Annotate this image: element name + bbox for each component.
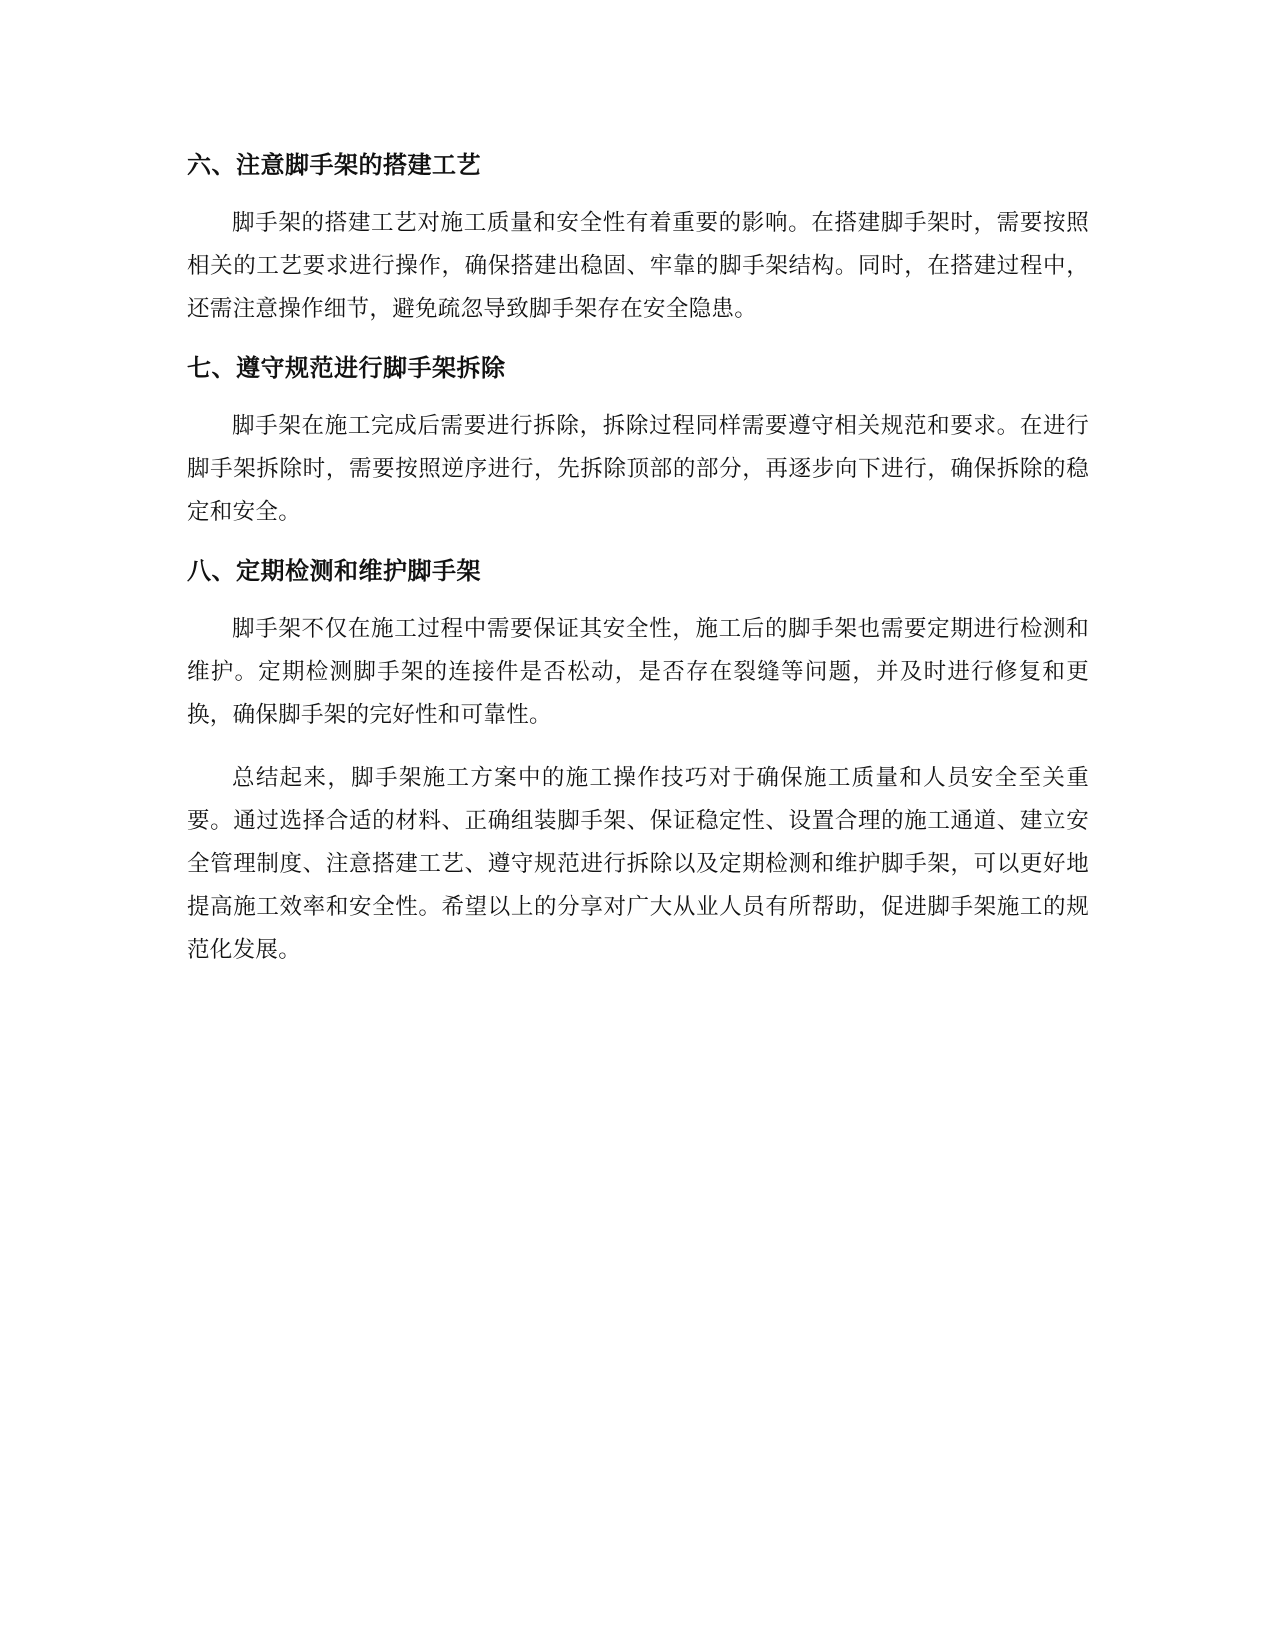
section-paragraph-7: 脚手架在施工完成后需要进行拆除，拆除过程同样需要遵守相关规范和要求。在进行脚手架拆除时，需要按照逆序进行，先拆除顶部的部分，再逐步向下进行，确保拆除的稳定和安全。 (187, 413, 1089, 525)
section-paragraph-6: 脚手架的搭建工艺对施工质量和安全性有着重要的影响。在搭建脚手架时，需要按照相关的工艺要求进行操作，确保搭建出稳固、牢靠的脚手架结构。同时，在搭建过程中，还需注意操作细节，避免疏忽导致脚手架存在安全隐患。 (187, 210, 1089, 322)
conclusion-paragraph: 总结起来，脚手架施工方案中的施工操作技巧对于确保施工质量和人员安全至关重要。通过选择合适的材料、正确组装脚手架、保证稳定性、设置合理的施工通道、建立安全管理制度、注意搭建工艺、遵守规范进行拆除以及定期检测和维护脚手架，可以更好地提高施工效率和安全性。希望以上的分享对广大从业人员有所帮助，促进脚手架施工的规范化发展。 (187, 765, 1089, 963)
section-heading-8: 八、定期检测和维护脚手架 (187, 557, 481, 585)
section-heading-6: 六、注意脚手架的搭建工艺 (187, 151, 481, 179)
document-body (187, 148, 1089, 972)
section-paragraph-8: 脚手架不仅在施工过程中需要保证其安全性，施工后的脚手架也需要定期进行检测和维护。定期检测脚手架的连接件是否松动，是否存在裂缝等问题，并及时进行修复和更换，确保脚手架的完好性和可靠性。 (187, 616, 1089, 728)
section-heading-7: 七、遵守规范进行脚手架拆除 (187, 354, 506, 382)
